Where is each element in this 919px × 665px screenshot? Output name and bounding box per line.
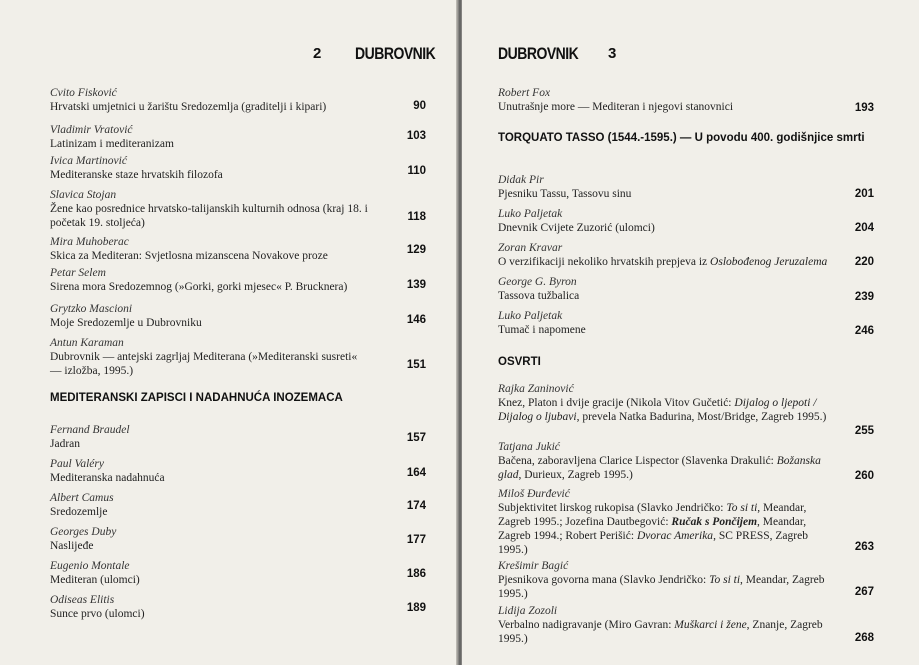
toc-entry xyxy=(498,604,833,646)
entry-author: Paul Valéry xyxy=(50,458,104,470)
entry-title: Pjesnikova govorna mana (Slavko Jendričko: To si ti, Meandar, Zagreb 1995.) xyxy=(498,574,825,600)
entry-page: 239 xyxy=(854,291,874,303)
left-page xyxy=(0,0,458,665)
entry-title: Sredozemlje xyxy=(50,506,108,518)
entry-page: 255 xyxy=(854,425,874,437)
entry-author: Robert Fox xyxy=(498,87,551,99)
entry-page: 129 xyxy=(406,244,426,256)
entry-title: O verzifikaciji nekoliko hrvatskih prepjeva iz Oslobođenog Jeruzalema xyxy=(498,256,828,268)
entry-page: 189 xyxy=(406,602,426,614)
entry-page: 260 xyxy=(854,470,874,482)
entry-author: Luko Paljetak xyxy=(498,208,563,220)
entry-author: Petar Selem xyxy=(50,267,106,279)
entry-title: Latinizam i mediteranizam xyxy=(50,138,174,150)
entry-page: 157 xyxy=(406,432,426,444)
toc-entry xyxy=(498,309,818,337)
entry-title: Knez, Platon i dvije gracije (Nikola Vitov Gučetić: Dijalog o ljepoti / Dijalog o ljubavi, prevela Natka Badurina, Most/Bridge, Zagreb 1995.) xyxy=(498,397,827,423)
toc-entry xyxy=(50,525,370,553)
entry-page: 164 xyxy=(406,467,426,479)
entry-author: Cvito Fisković xyxy=(50,87,117,99)
toc-entry xyxy=(50,559,370,587)
toc-entry xyxy=(498,440,833,482)
entry-title: Naslijeđe xyxy=(50,540,94,552)
entry-page: 246 xyxy=(854,325,874,337)
entry-author: Grytzko Mascioni xyxy=(50,303,133,315)
entry-page: 193 xyxy=(854,102,874,114)
entry-title: Mediteranska nadahnuća xyxy=(50,472,165,484)
entry-author: Lidija Zozoli xyxy=(498,605,558,617)
toc-entry xyxy=(50,457,370,485)
entry-title: Dubrovnik — antejski zagrljaj Mediterana (»Mediteranski susreti« — izložba, 1995.) xyxy=(50,351,358,377)
entry-page: 220 xyxy=(854,256,874,268)
entry-page: 268 xyxy=(854,632,874,644)
toc-entry xyxy=(498,207,818,235)
entry-title: Žene kao posrednice hrvatsko-talijanskih kulturnih odnosa (kraj 18. i početak 19. stoljeća) xyxy=(50,203,368,229)
entry-title: Mediteran (ulomci) xyxy=(50,574,140,586)
toc-entry xyxy=(50,123,370,151)
entry-title: Tumač i napomene xyxy=(498,324,586,336)
entry-author: Krešimir Bagić xyxy=(498,560,569,572)
entry-author: Ivica Martinović xyxy=(50,155,127,167)
toc-entry xyxy=(50,86,370,114)
entry-author: Odiseas Elitis xyxy=(50,594,115,606)
entry-author: Albert Camus xyxy=(50,492,114,504)
entry-title: Jadran xyxy=(50,438,81,450)
right-page-number: 3 xyxy=(608,45,617,62)
entry-title: Dnevnik Cvijete Zuzorić (ulomci) xyxy=(498,222,655,234)
toc-entry xyxy=(498,487,833,557)
entry-page: 146 xyxy=(406,314,426,326)
entry-author: Didak Pir xyxy=(498,174,544,186)
toc-entry xyxy=(498,559,833,601)
toc-entry xyxy=(50,593,370,621)
entry-page: 201 xyxy=(854,188,874,200)
entry-title: Pjesniku Tassu, Tassovu sinu xyxy=(498,188,632,200)
entry-title: Mediteranske staze hrvatskih filozofa xyxy=(50,169,223,181)
entry-page: 90 xyxy=(413,100,426,112)
entry-page: 177 xyxy=(406,534,426,546)
entry-page: 151 xyxy=(406,359,426,371)
entry-page: 103 xyxy=(406,130,426,142)
entry-author: Antun Karaman xyxy=(50,337,124,349)
toc-entry xyxy=(50,154,370,182)
entry-author: Fernand Braudel xyxy=(50,424,130,436)
entry-title: Sunce prvo (ulomci) xyxy=(50,608,145,620)
entry-title: Subjektivitet lirskog rukopisa (Slavko Jendričko: To si ti, Meandar, Zagreb 1995.; Jozefina Dautbegović: Ručak s Pončijem, Meandar, Zagreb 1994.; Robert Perišić: Dvorac Amerika, SC PRESS, Zagreb 1995.) xyxy=(498,502,808,556)
entry-title: Verbalno nadigravanje (Miro Gavran: Muškarci i žene, Znanje, Zagreb 1995.) xyxy=(498,619,823,645)
entry-title: Sirena mora Sredozemnog (»Gorki, gorki mjesec« P. Brucknera) xyxy=(50,281,348,293)
entry-page: 118 xyxy=(407,211,426,223)
section-heading: MEDITERANSKI ZAPISCI I NADAHNUĆA INOZEMACA xyxy=(50,392,343,404)
entry-title: Bačena, zaboravljena Clarice Lispector (Slavenka Drakulić: Božanska glad, Durieux, Zagreb 1995.) xyxy=(498,455,821,481)
entry-author: Rajka Zaninović xyxy=(498,383,574,395)
toc-entry xyxy=(50,188,375,230)
entry-author: George G. Byron xyxy=(498,276,577,288)
entry-author: Zoran Kravar xyxy=(498,242,563,254)
entry-page: 263 xyxy=(854,541,874,553)
entry-page: 267 xyxy=(854,586,874,598)
toc-entry xyxy=(50,336,370,378)
entry-author: Eugenio Montale xyxy=(50,560,130,572)
entry-title: Unutrašnje more — Mediteran i njegovi stanovnici xyxy=(498,101,734,113)
toc-entry xyxy=(498,275,818,303)
toc-entry xyxy=(498,382,833,424)
left-masthead: DUBROVNIK xyxy=(355,43,436,63)
entry-page: 174 xyxy=(406,500,426,512)
right-page xyxy=(462,0,919,665)
toc-entry xyxy=(50,266,380,294)
entry-page: 186 xyxy=(406,568,426,580)
section-heading: OSVRTI xyxy=(498,356,541,368)
entry-author: Miloš Đurđević xyxy=(498,488,570,500)
entry-author: Mira Muhoberac xyxy=(50,236,129,248)
section-heading: TORQUATO TASSO (1544.-1595.) — U povodu 400. godišnjice smrti xyxy=(498,132,865,144)
right-masthead: DUBROVNIK xyxy=(498,43,579,63)
entry-page: 204 xyxy=(854,222,874,234)
left-page-number: 2 xyxy=(313,45,322,62)
entry-title: Hrvatski umjetnici u žarištu Sredozemlja (graditelji i kipari) xyxy=(50,101,327,113)
toc-entry xyxy=(50,423,370,451)
toc-entry xyxy=(498,86,818,114)
toc-entry xyxy=(498,173,818,201)
entry-title: Skica za Mediteran: Svjetlosna mizanscena Novakove proze xyxy=(50,250,328,262)
toc-entry xyxy=(498,241,843,269)
entry-author: Georges Duby xyxy=(50,526,117,538)
toc-entry xyxy=(50,491,370,519)
entry-title: Tassova tužbalica xyxy=(498,290,580,302)
entry-author: Luko Paljetak xyxy=(498,310,563,322)
toc-entry xyxy=(50,302,370,330)
entry-author: Tatjana Jukić xyxy=(498,441,560,453)
entry-author: Vladimir Vratović xyxy=(50,124,133,136)
entry-author: Slavica Stojan xyxy=(50,189,117,201)
toc-entry xyxy=(50,235,380,263)
entry-page: 110 xyxy=(407,165,426,177)
entry-title: Moje Sredozemlje u Dubrovniku xyxy=(50,317,202,329)
entry-page: 139 xyxy=(406,279,426,291)
